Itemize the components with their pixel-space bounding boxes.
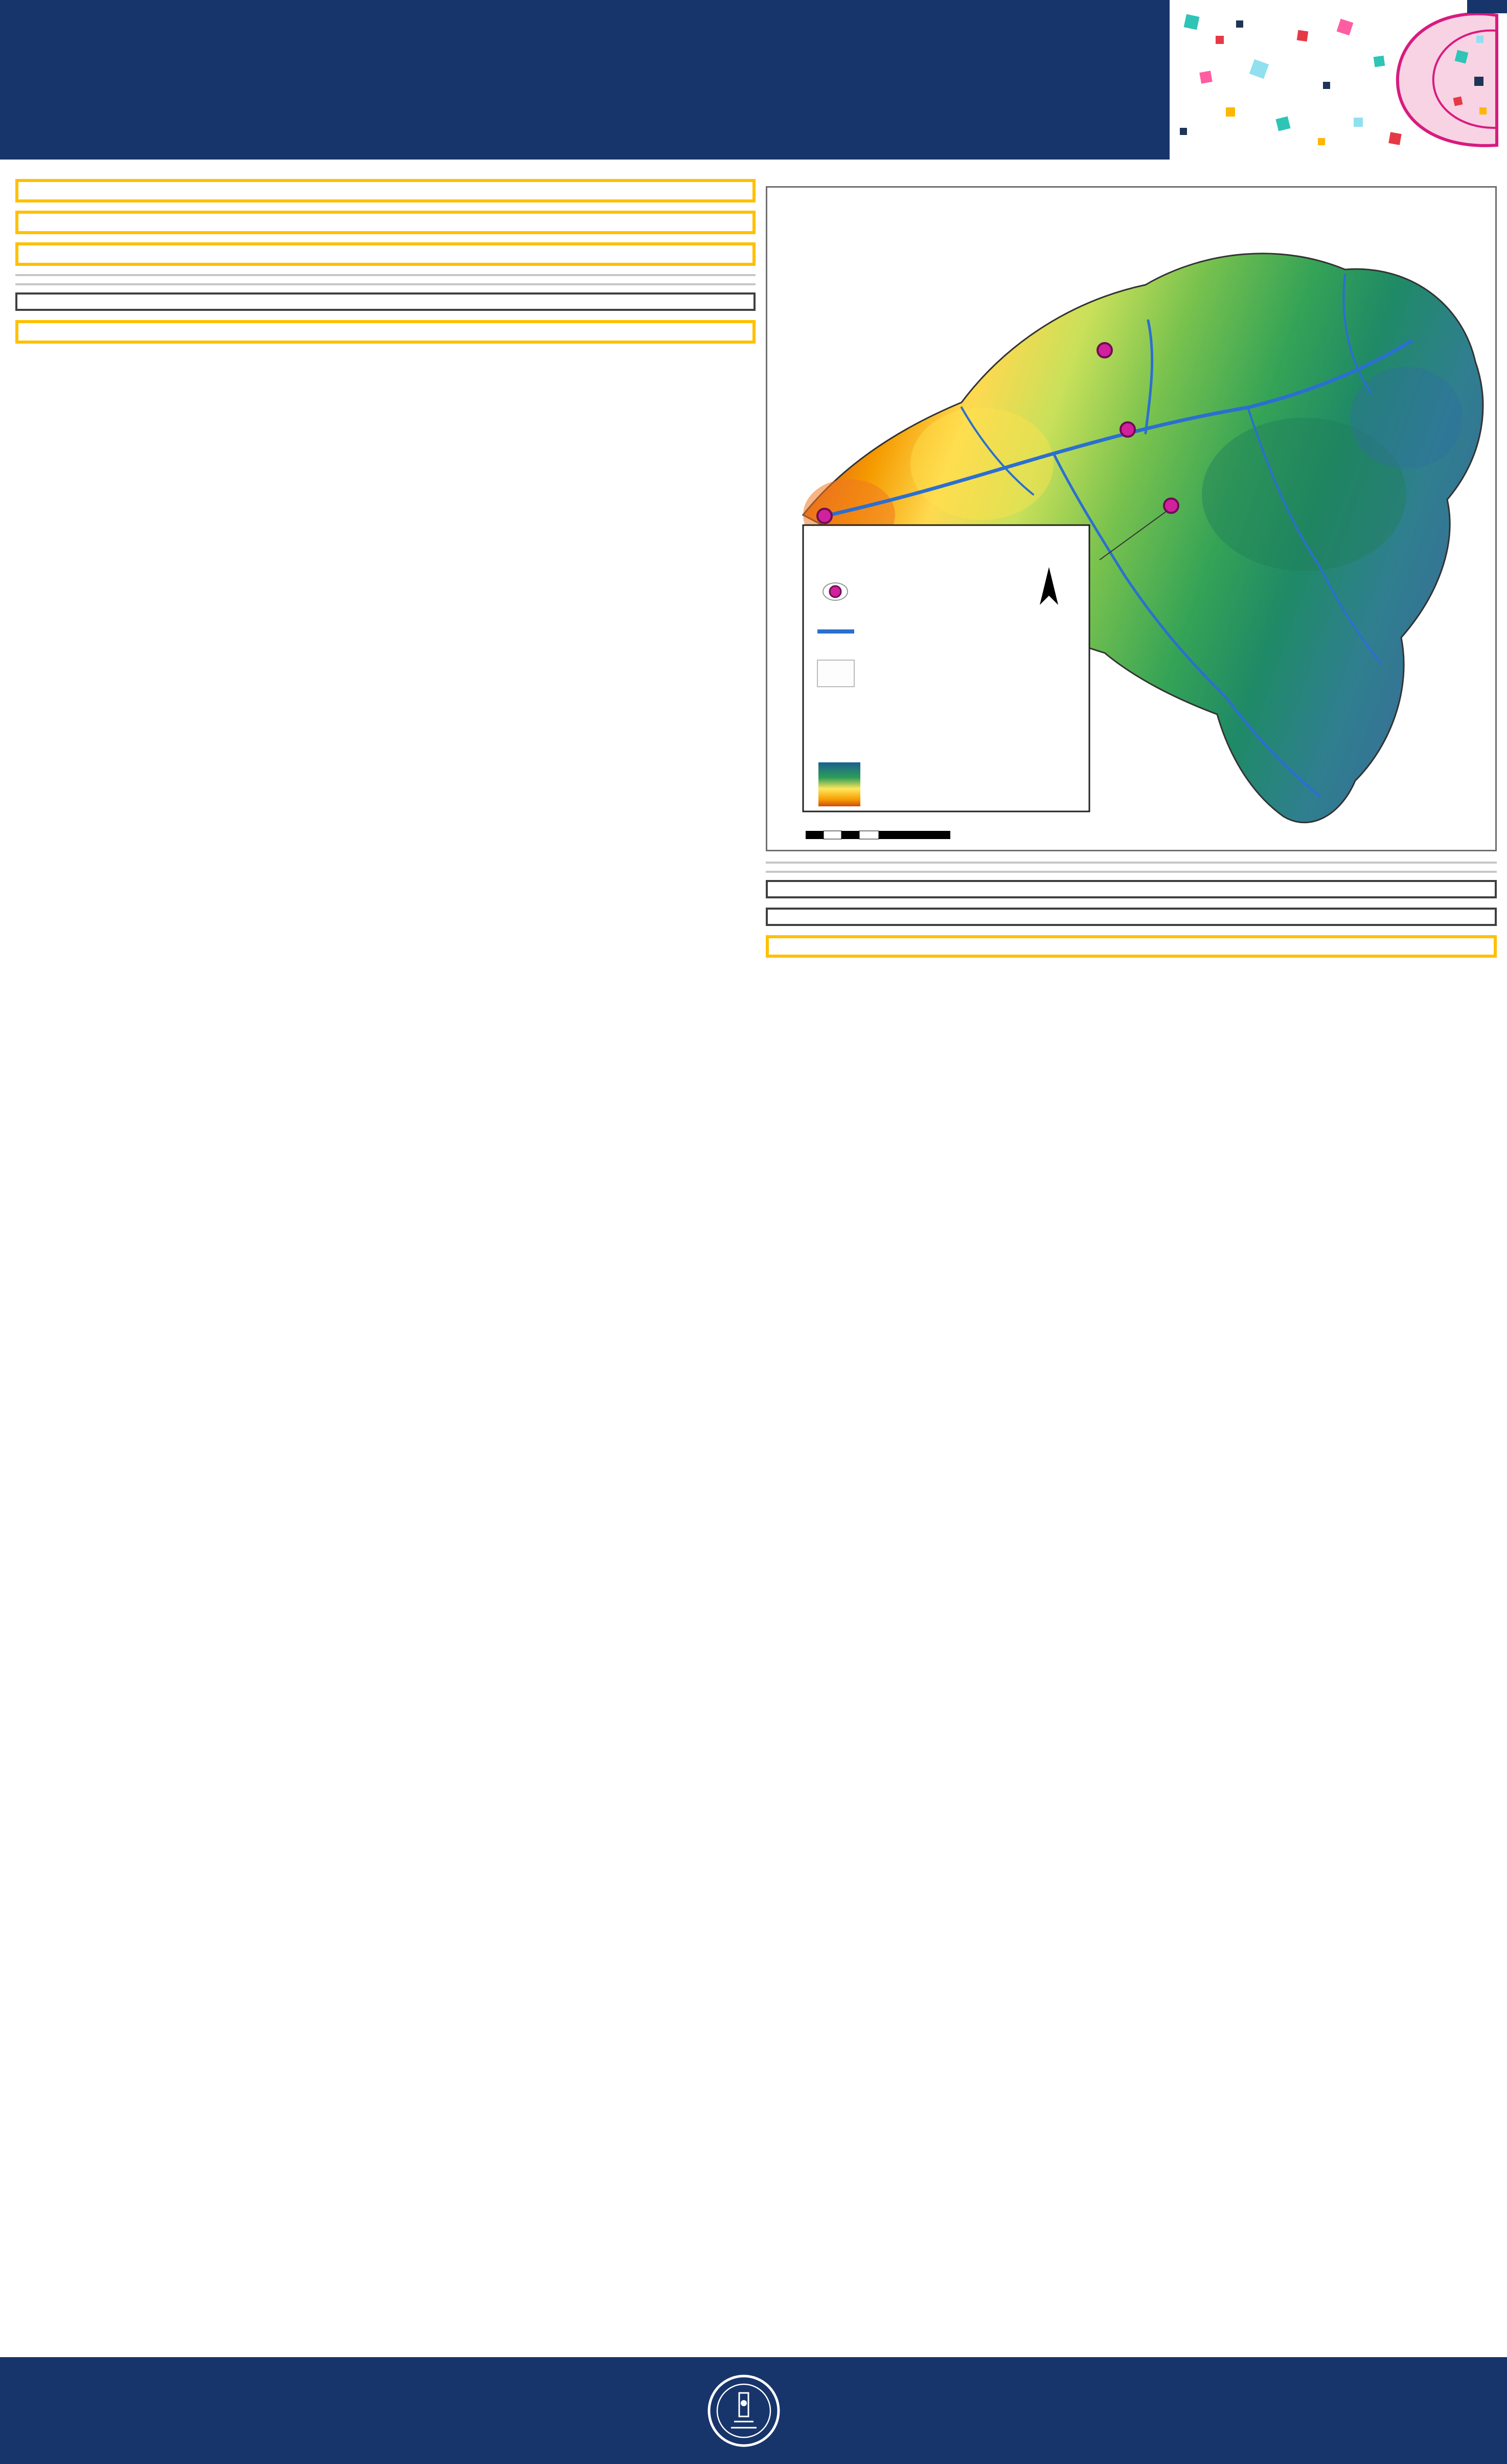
figure3-caption: [15, 292, 756, 311]
footer: [0, 2357, 1507, 2464]
figure3-calibration-chart: [15, 274, 756, 276]
map-legend: [803, 525, 1089, 811]
figure4-caption: [766, 908, 1497, 926]
figure1-map: [766, 186, 1497, 851]
poster-header: [0, 0, 1507, 160]
figure2-caption: [766, 880, 1497, 898]
basin-swatch-icon: [817, 660, 854, 687]
methodology-section: [15, 211, 756, 234]
brain-illustration: [1170, 0, 1507, 160]
gauging-station-icon: [830, 586, 841, 597]
left-column: [15, 168, 756, 352]
header-decoration: [1170, 0, 1507, 160]
right-column: [766, 172, 1497, 966]
dem-ramp-icon: [818, 762, 860, 806]
references-section: [766, 935, 1497, 958]
figure3-validation-chart: [15, 283, 756, 285]
figure2-calibration-chart: [766, 862, 1497, 864]
introduction-section: [15, 179, 756, 202]
conclusions-section: [15, 320, 756, 344]
map-scalebar: [806, 831, 950, 839]
figure2-validation-chart: [766, 871, 1497, 873]
ucam-seal-icon: [705, 2372, 782, 2449]
results-section: [15, 242, 756, 266]
shap-beeswarm-inset: [1124, 1061, 1451, 1250]
study-area-map: [767, 188, 1495, 847]
